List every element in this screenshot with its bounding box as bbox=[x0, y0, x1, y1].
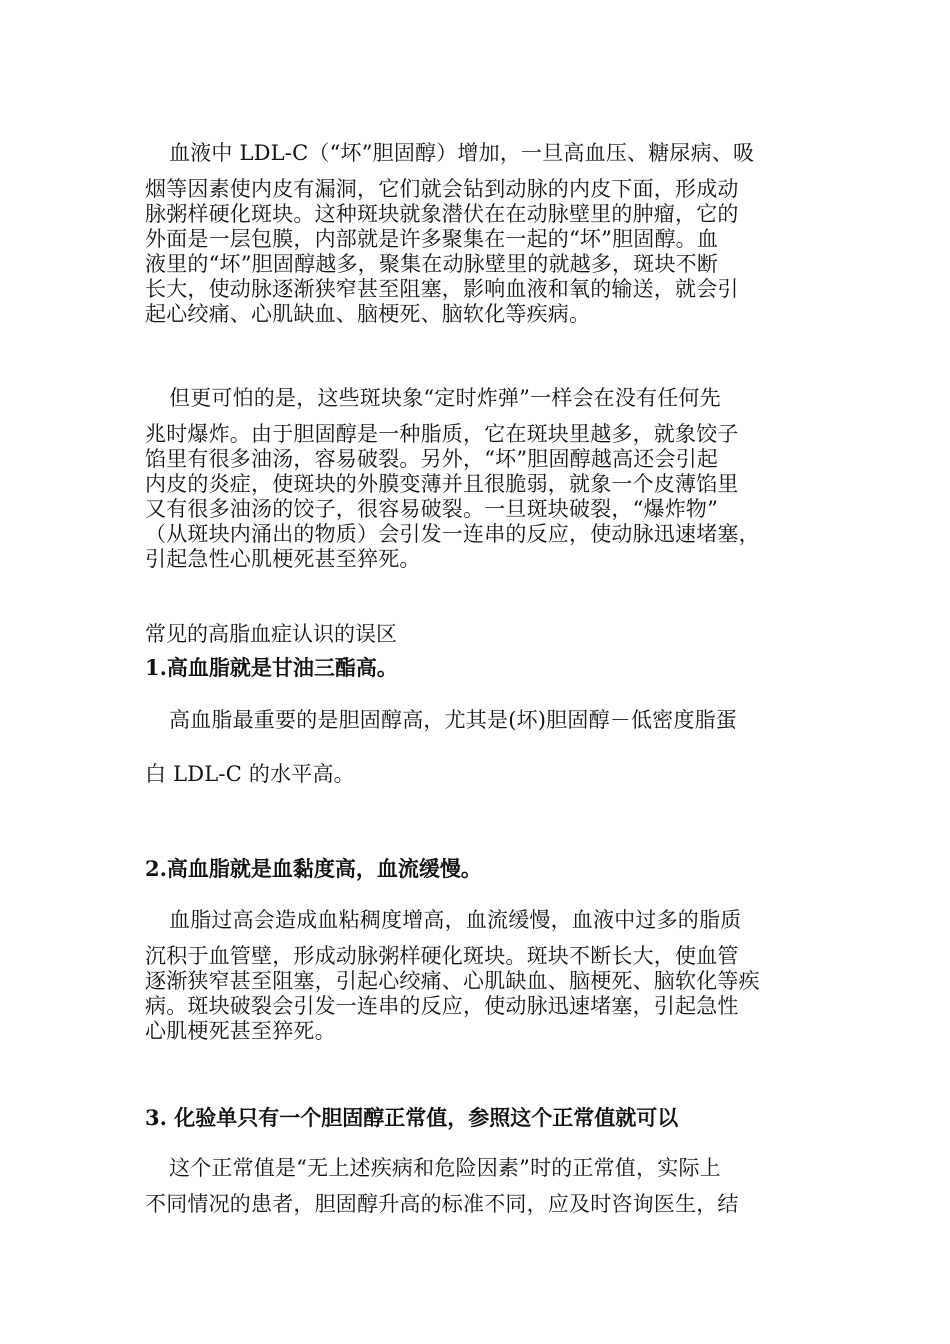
paragraph-line: 白 LDL-C 的水平高。 bbox=[145, 762, 355, 786]
paragraph-misconception-2 bbox=[145, 902, 805, 1044]
paragraph-line: 这个正常值是“无上述疾病和危险因素”时的正常值，实际上 bbox=[169, 1156, 721, 1180]
paragraph-line: 兆时爆炸。由于胆固醇是一种脂质，它在斑块里越多，就象饺子 bbox=[145, 422, 739, 446]
paragraph-line: （从斑块内涌出的物质）会引发一连串的反应，使动脉迅速堵塞， bbox=[145, 522, 760, 546]
paragraph-ldl-plaque bbox=[145, 135, 805, 327]
paragraph-line: 病。斑块破裂会引发一连串的反应，使动脉迅速堵塞，引起急性 bbox=[145, 994, 739, 1018]
paragraph-plaque-rupture bbox=[145, 380, 805, 572]
paragraph-line: 高血脂最重要的是胆固醇高，尤其是(坏)胆固醇－低密度脂蛋 bbox=[169, 708, 737, 732]
paragraph-line: 外面是一层包膜，内部就是许多聚集在一起的“坏”胆固醇。血 bbox=[145, 227, 719, 251]
paragraph-line: 引起急性心肌梗死甚至猝死。 bbox=[145, 547, 421, 571]
paragraph-line: 沉积于血管壁，形成动脉粥样硬化斑块。斑块不断长大，使血管 bbox=[145, 944, 739, 968]
paragraph-line: 烟等因素使内皮有漏洞，它们就会钻到动脉的内皮下面，形成动 bbox=[145, 177, 739, 201]
paragraph-line: 内皮的炎症，使斑块的外膜变薄并且很脆弱，就象一个皮薄馅里 bbox=[145, 472, 739, 496]
paragraph-line: 血脂过高会造成血粘稠度增高，血流缓慢，血液中过多的脂质 bbox=[169, 908, 742, 932]
misconception-heading-3: 3. 化验单只有一个胆固醇正常值，参照这个正常值就可以 bbox=[145, 1105, 679, 1130]
paragraph-line: 液里的“坏”胆固醇越多，聚集在动脉壁里的就越多，斑块不断 bbox=[145, 252, 719, 276]
misconception-heading-2: 2.高血脂就是血黏度高，血流缓慢。 bbox=[145, 856, 482, 881]
paragraph-line: 长大，使动脉逐渐狭窄甚至阻塞，影响血液和氧的输送，就会引 bbox=[145, 277, 739, 301]
section-title: 常见的高脂血症认识的误区 bbox=[145, 622, 397, 646]
paragraph-misconception-3 bbox=[145, 1150, 805, 1222]
paragraph-line: 起心绞痛、心肌缺血、脑梗死、脑软化等疾病。 bbox=[145, 302, 591, 326]
paragraph-line: 但更可怕的是，这些斑块象“定时炸弹”一样会在没有任何先 bbox=[169, 386, 721, 410]
paragraph-line: 脉粥样硬化斑块。这种斑块就象潜伏在在动脉壁里的肿瘤，它的 bbox=[145, 202, 739, 226]
paragraph-line: 逐渐狭窄甚至阻塞，引起心绞痛、心肌缺血、脑梗死、脑软化等疾 bbox=[145, 969, 760, 993]
paragraph-line: 血液中 LDL-C（“坏”胆固醇）增加，一旦高血压、糖尿病、吸 bbox=[169, 141, 755, 165]
paragraph-line: 不同情况的患者，胆固醇升高的标准不同，应及时咨询医生，结 bbox=[145, 1192, 739, 1216]
paragraph-line: 馅里有很多油汤，容易破裂。另外，“坏”胆固醇越高还会引起 bbox=[145, 447, 719, 471]
paragraph-misconception-1 bbox=[145, 702, 805, 792]
paragraph-line: 心肌梗死甚至猝死。 bbox=[145, 1019, 336, 1043]
paragraph-line: 又有很多油汤的饺子，很容易破裂。一旦斑块破裂，“爆炸物” bbox=[145, 497, 719, 521]
misconception-heading-1: 1.高血脂就是甘油三酯高。 bbox=[145, 655, 398, 680]
